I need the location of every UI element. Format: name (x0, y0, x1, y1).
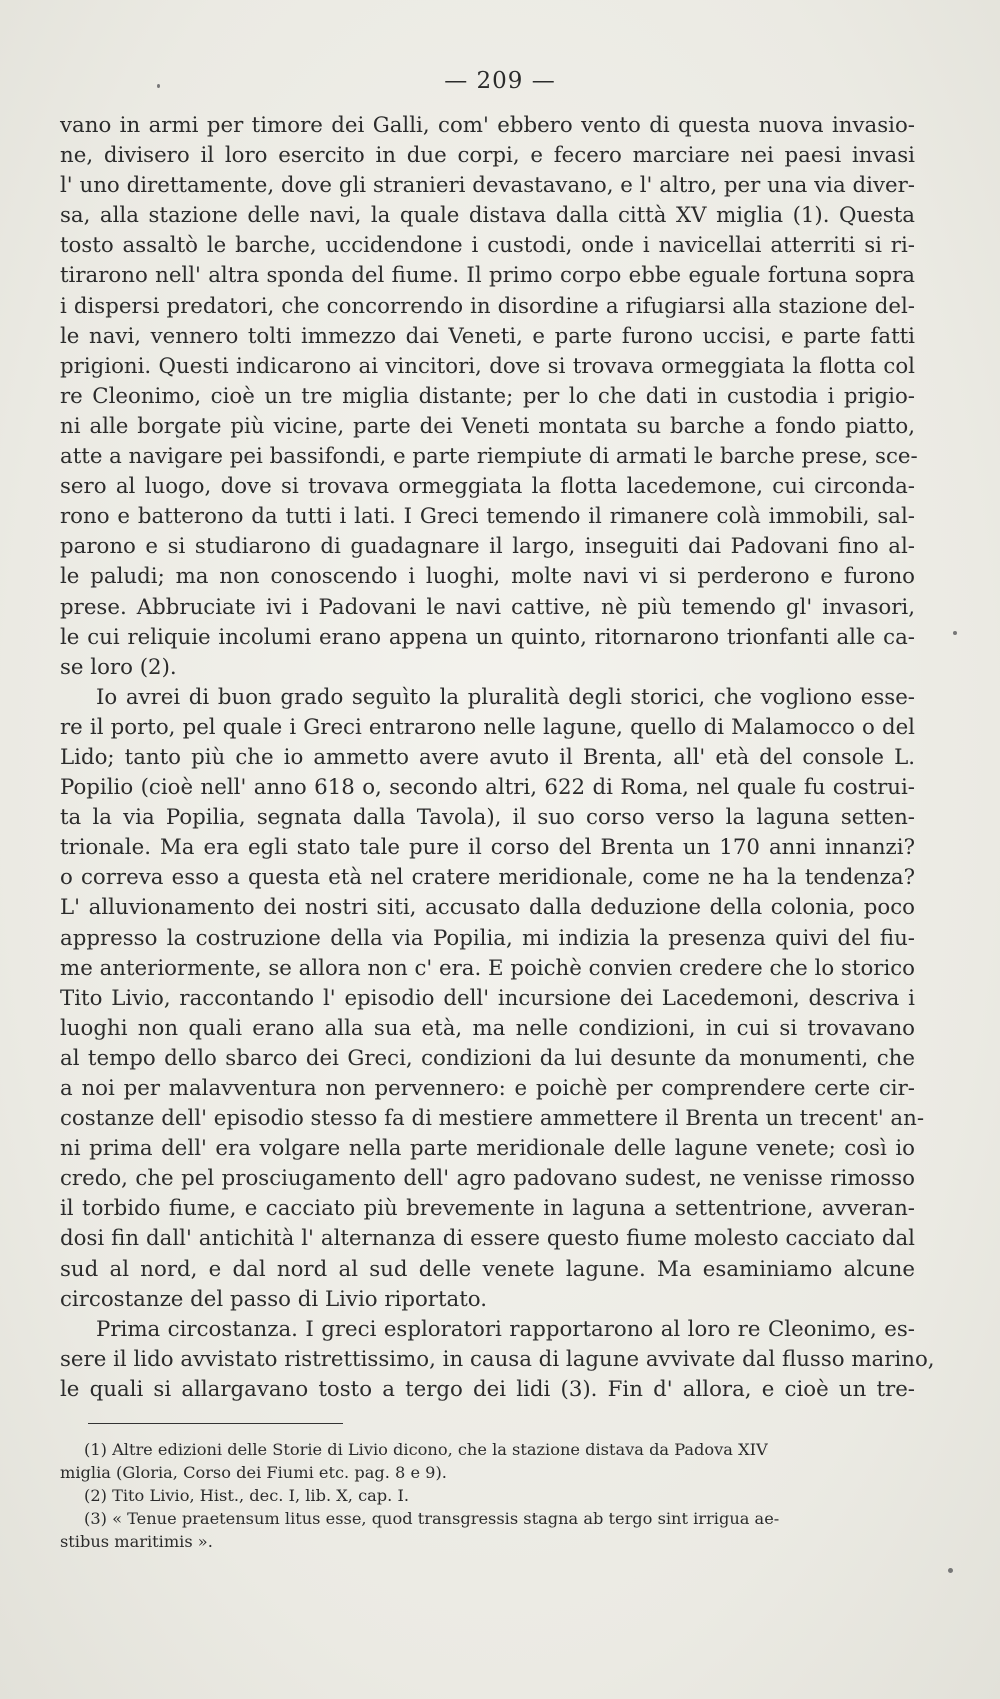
paragraph-start-line: Io avrei di buon grado seguìto la pluralità degli storici, che vogliono esse- (96, 684, 915, 710)
text-line: Tito Livio, raccontando l' episodio dell' incursione dei Lacedemoni, descriva i (60, 985, 915, 1011)
paper-speck (157, 84, 160, 88)
text-line: dosi fin dall' antichità l' alternanza di essere questo fiume molesto cacciato dal (60, 1226, 915, 1252)
text-line: credo, che pel prosciugamento dell' agro padovano sudest, ne venisse rimosso (60, 1166, 915, 1192)
text-line: vano in armi per timore dei Galli, com' ebbero vento di questa nuova invasio- (60, 113, 915, 138)
body-text (60, 111, 935, 1405)
footnote-line: (2) Tito Livio, Hist., dec. I, lib. X, cap. I. (84, 1486, 409, 1505)
text-line: prigioni. Questi indicarono ai vincitori, dove si trovava ormeggiata la flotta col (60, 353, 915, 379)
paper-speck (953, 631, 957, 635)
text-line: rono e batterono da tutti i lati. I Greci temendo il rimanere colà immobili, sal- (60, 504, 915, 530)
text-line: parono e si studiarono di guadagnare il largo, inseguiti dai Padovani fino al- (60, 534, 915, 560)
text-line: a noi per malavventura non pervennero: e poichè per comprendere certe cir- (60, 1076, 915, 1101)
text-line: i dispersi predatori, che concorrendo in disordine a rifugiarsi alla stazione del- (60, 293, 915, 319)
page-number: — 209 — (444, 68, 556, 94)
footnote-line: (1) Altre edizioni delle Storie di Livio dicono, che la stazione distava da Padova XIV (84, 1440, 768, 1459)
paragraph-start-line: Prima circostanza. I greci esploratori rapportarono al loro re Cleonimo, es- (96, 1316, 915, 1342)
text-line: prese. Abbruciate ivi i Padovani le navi cattive, nè più temendo gl' invasori, (60, 594, 915, 620)
text-line: appresso la costruzione della via Popilia, mi indizia la presenza quivi del fiu- (60, 925, 915, 951)
footnote-line: stibus maritimis ». (60, 1532, 213, 1551)
paragraph-end-line: se loro (2). (60, 654, 177, 680)
text-line: tirarono nell' altra sponda del fiume. Il primo corpo ebbe eguale fortuna sopra (60, 263, 915, 289)
text-line: le navi, vennero tolti immezzo dai Veneti, e parte furono uccisi, e parte fatti (60, 323, 915, 349)
text-line: l' uno direttamente, dove gli stranieri devastavano, e l' altro, per una via diver- (60, 173, 915, 199)
text-line: ne, divisero il loro esercito in due corpi, e fecero marciare nei paesi invasi (60, 143, 915, 169)
text-line: sere il lido avvistato ristrettissimo, in causa di lagune avvivate dal flusso marino, (60, 1346, 935, 1372)
text-line: sero al luogo, dove si trovava ormeggiata la flotta lacedemone, cui circonda- (60, 474, 915, 500)
footnotes (60, 1438, 915, 1553)
text-line: Lido; tanto più che io ammetto avere avuto il Brenta, all' età del console L. (60, 744, 915, 770)
text-line: le paludi; ma non conoscendo i luoghi, molte navi vi si perderono e furono (60, 564, 915, 590)
text-line: Popilio (cioè nell' anno 618 o, secondo altri, 622 di Roma, nel quale fu costrui- (60, 775, 915, 801)
text-line: atte a navigare pei bassifondi, e parte riempiute di armati le barche prese, sce- (60, 444, 918, 470)
text-line: L' alluvionamento dei nostri siti, accusato dalla deduzione della colonia, poco (60, 895, 915, 921)
paper-speck (948, 1568, 953, 1573)
text-line: luoghi non quali erano alla sua età, ma nelle condizioni, in cui si trovavano (60, 1015, 915, 1041)
text-line: me anteriormente, se allora non c' era. E poichè convien credere che lo storico (60, 955, 916, 981)
text-line: ta la via Popilia, segnata dalla Tavola), il suo corso verso la laguna setten- (60, 805, 915, 831)
text-line: re Cleonimo, cioè un tre miglia distante; per lo che dati in custodia i prigio- (60, 383, 915, 409)
text-line: tosto assaltò le barche, uccidendone i custodi, onde i navicellai atterriti si ri- (60, 233, 915, 259)
text-line: il torbido fiume, e cacciato più brevemente in laguna a settentrione, avveran- (60, 1196, 915, 1222)
text-line: costanze dell' episodio stesso fa di mestiere ammettere il Brenta un trecent' an- (60, 1106, 925, 1132)
text-line: ni alle borgate più vicine, parte dei Veneti montata su barche a fondo piatto, (60, 413, 915, 439)
text-line: o correva esso a questa età nel cratere meridionale, come ne ha la tendenza? (60, 865, 915, 891)
text-line: re il porto, pel quale i Greci entrarono nelle lagune, quello di Malamocco o del (60, 714, 915, 740)
footnote-divider (88, 1423, 343, 1424)
text-line: le cui reliquie incolumi erano appena un quinto, ritornarono trionfanti alle ca- (60, 624, 915, 650)
text-line: trionale. Ma era egli stato tale pure il corso del Brenta un 170 anni innanzi? (60, 835, 915, 861)
text-line: sa, alla stazione delle navi, la quale distava dalla città XV miglia (1). Questa (60, 203, 915, 229)
paragraph-end-line: circostanze del passo di Livio riportato. (60, 1286, 488, 1312)
text-line: ni prima dell' era volgare nella parte meridionale delle lagune venete; così io (60, 1136, 915, 1162)
text-line: al tempo dello sbarco dei Greci, condizioni da lui desunte da monumenti, che (60, 1045, 915, 1071)
footnote-line: miglia (Gloria, Corso dei Fiumi etc. pag. 8 e 9). (60, 1463, 447, 1482)
footnote-line: (3) « Tenue praetensum litus esse, quod transgressis stagna ab tergo sint irrigua ae- (84, 1509, 780, 1528)
text-line: le quali si allargavano tosto a tergo dei lidi (3). Fin d' allora, e cioè un tre- (60, 1376, 915, 1402)
text-line: sud al nord, e dal nord al sud delle venete lagune. Ma esaminiamo alcune (60, 1256, 915, 1282)
